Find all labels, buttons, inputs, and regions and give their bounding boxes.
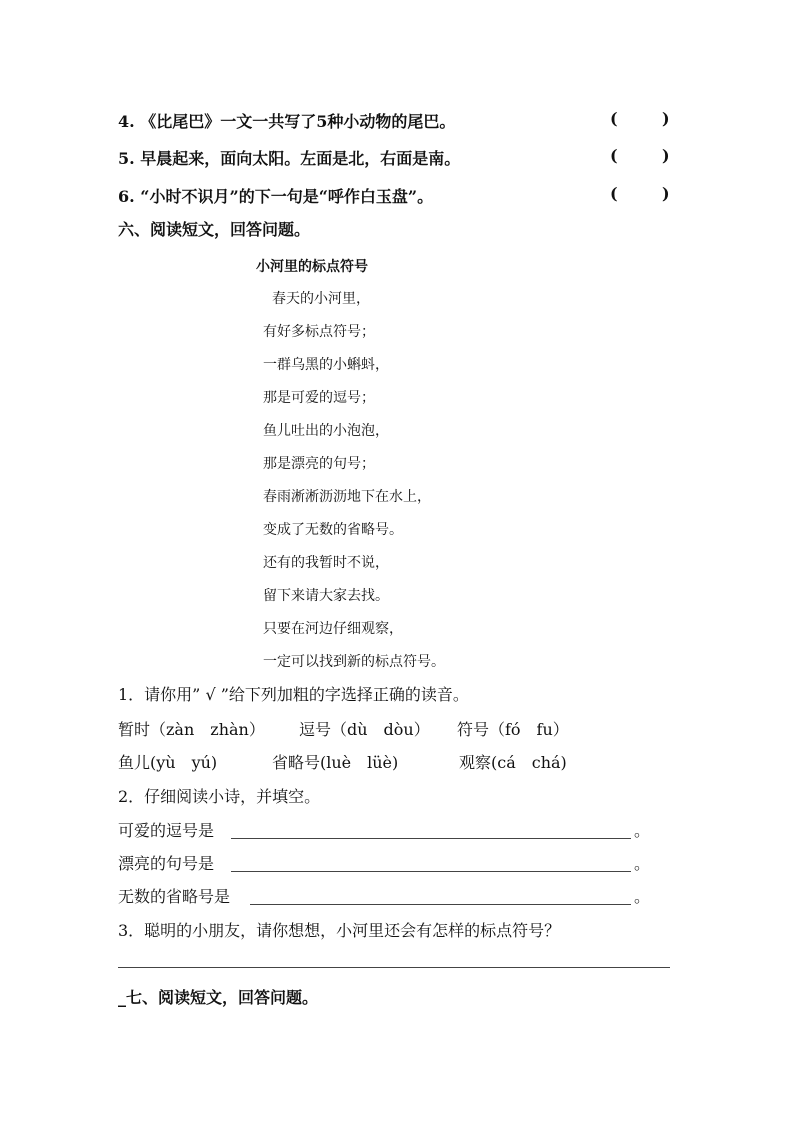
section-7-heading <box>118 985 318 1008</box>
paren-right: ) <box>662 146 670 165</box>
pinyin-option[interactable]: 省略号(luè lüè) <box>272 753 399 772</box>
fill-blank-line[interactable] <box>250 904 631 905</box>
answer-line[interactable] <box>118 967 670 968</box>
heading-text: 七、阅读短文，回答问题。 <box>126 988 319 1007</box>
answer-paren-6[interactable] <box>610 184 670 203</box>
poem-title: 小河里的标点符号 <box>256 259 368 275</box>
tf-item-text: “小时不识月”的下一句是“呼作白玉盘”。 <box>140 187 434 206</box>
poem-line: 那是漂亮的句号； <box>263 456 375 472</box>
fill-blank-line[interactable] <box>231 838 631 839</box>
fill-end-mark: 。 <box>634 887 651 906</box>
fill-label: 漂亮的句号是 <box>118 854 215 873</box>
paren-right: ) <box>662 184 670 203</box>
poem-line: 春雨淅淅沥沥地下在水上， <box>263 489 431 505</box>
tf-item-number: 4. <box>118 112 135 131</box>
tf-item-5 <box>118 146 460 169</box>
tf-item-number: 5. <box>118 149 135 168</box>
pinyin-option[interactable]: 符号（fó fu） <box>457 720 569 739</box>
pinyin-option[interactable]: 逗号（dù dòu） <box>299 720 430 739</box>
answer-paren-4[interactable] <box>610 109 670 128</box>
pinyin-option[interactable]: 暂时（zàn zhàn） <box>118 720 265 739</box>
tf-item-4 <box>118 109 455 132</box>
tf-item-text: 《比尾巴》一文一共写了5种小动物的尾巴。 <box>140 112 456 131</box>
fill-end-mark: 。 <box>634 854 651 873</box>
poem-line: 有好多标点符号； <box>263 324 375 340</box>
poem-line: 一群乌黑的小蝌蚪， <box>263 357 389 373</box>
paren-left: ( <box>610 184 618 203</box>
poem-line: 还有的我暂时不说， <box>263 555 389 571</box>
poem-line: 那是可爱的逗号； <box>263 390 375 406</box>
answer-paren-5[interactable] <box>610 146 670 165</box>
poem-line: 鱼儿吐出的小泡泡， <box>263 423 389 439</box>
question-2-prompt: 2．仔细阅读小诗，并填空。 <box>118 787 321 806</box>
fill-label: 无数的省略号是 <box>118 887 231 906</box>
poem-line: 只要在河边仔细观察， <box>263 621 403 637</box>
fill-blank-line[interactable] <box>231 871 631 872</box>
tf-item-text: 早晨起来，面向太阳。左面是北，右面是南。 <box>140 149 461 168</box>
poem-line: 留下来请大家去找。 <box>263 588 389 604</box>
poem-line: 变成了无数的省略号。 <box>263 522 403 538</box>
fill-end-mark: 。 <box>634 821 651 840</box>
question-3-prompt: 3．聪明的小朋友，请你想想，小河里还会有怎样的标点符号？ <box>118 921 561 940</box>
poem-line: 春天的小河里， <box>272 291 370 307</box>
paren-left: ( <box>610 146 618 165</box>
tf-item-number: 6. <box>118 187 135 206</box>
pinyin-option[interactable]: 观察(cá chá) <box>459 753 567 772</box>
poem-line: 一定可以找到新的标点符号。 <box>263 654 445 670</box>
pinyin-option[interactable]: 鱼儿(yù yú) <box>118 753 218 772</box>
tf-item-6 <box>118 184 433 207</box>
paren-right: ) <box>662 109 670 128</box>
heading-prefix: _ <box>118 988 126 1007</box>
fill-label: 可爱的逗号是 <box>118 821 215 840</box>
question-1-prompt: 1．请你用” √ ”给下列加粗的字选择正确的读音。 <box>118 685 469 704</box>
paren-left: ( <box>610 109 618 128</box>
section-6-heading: 六、阅读短文，回答问题。 <box>118 220 311 239</box>
